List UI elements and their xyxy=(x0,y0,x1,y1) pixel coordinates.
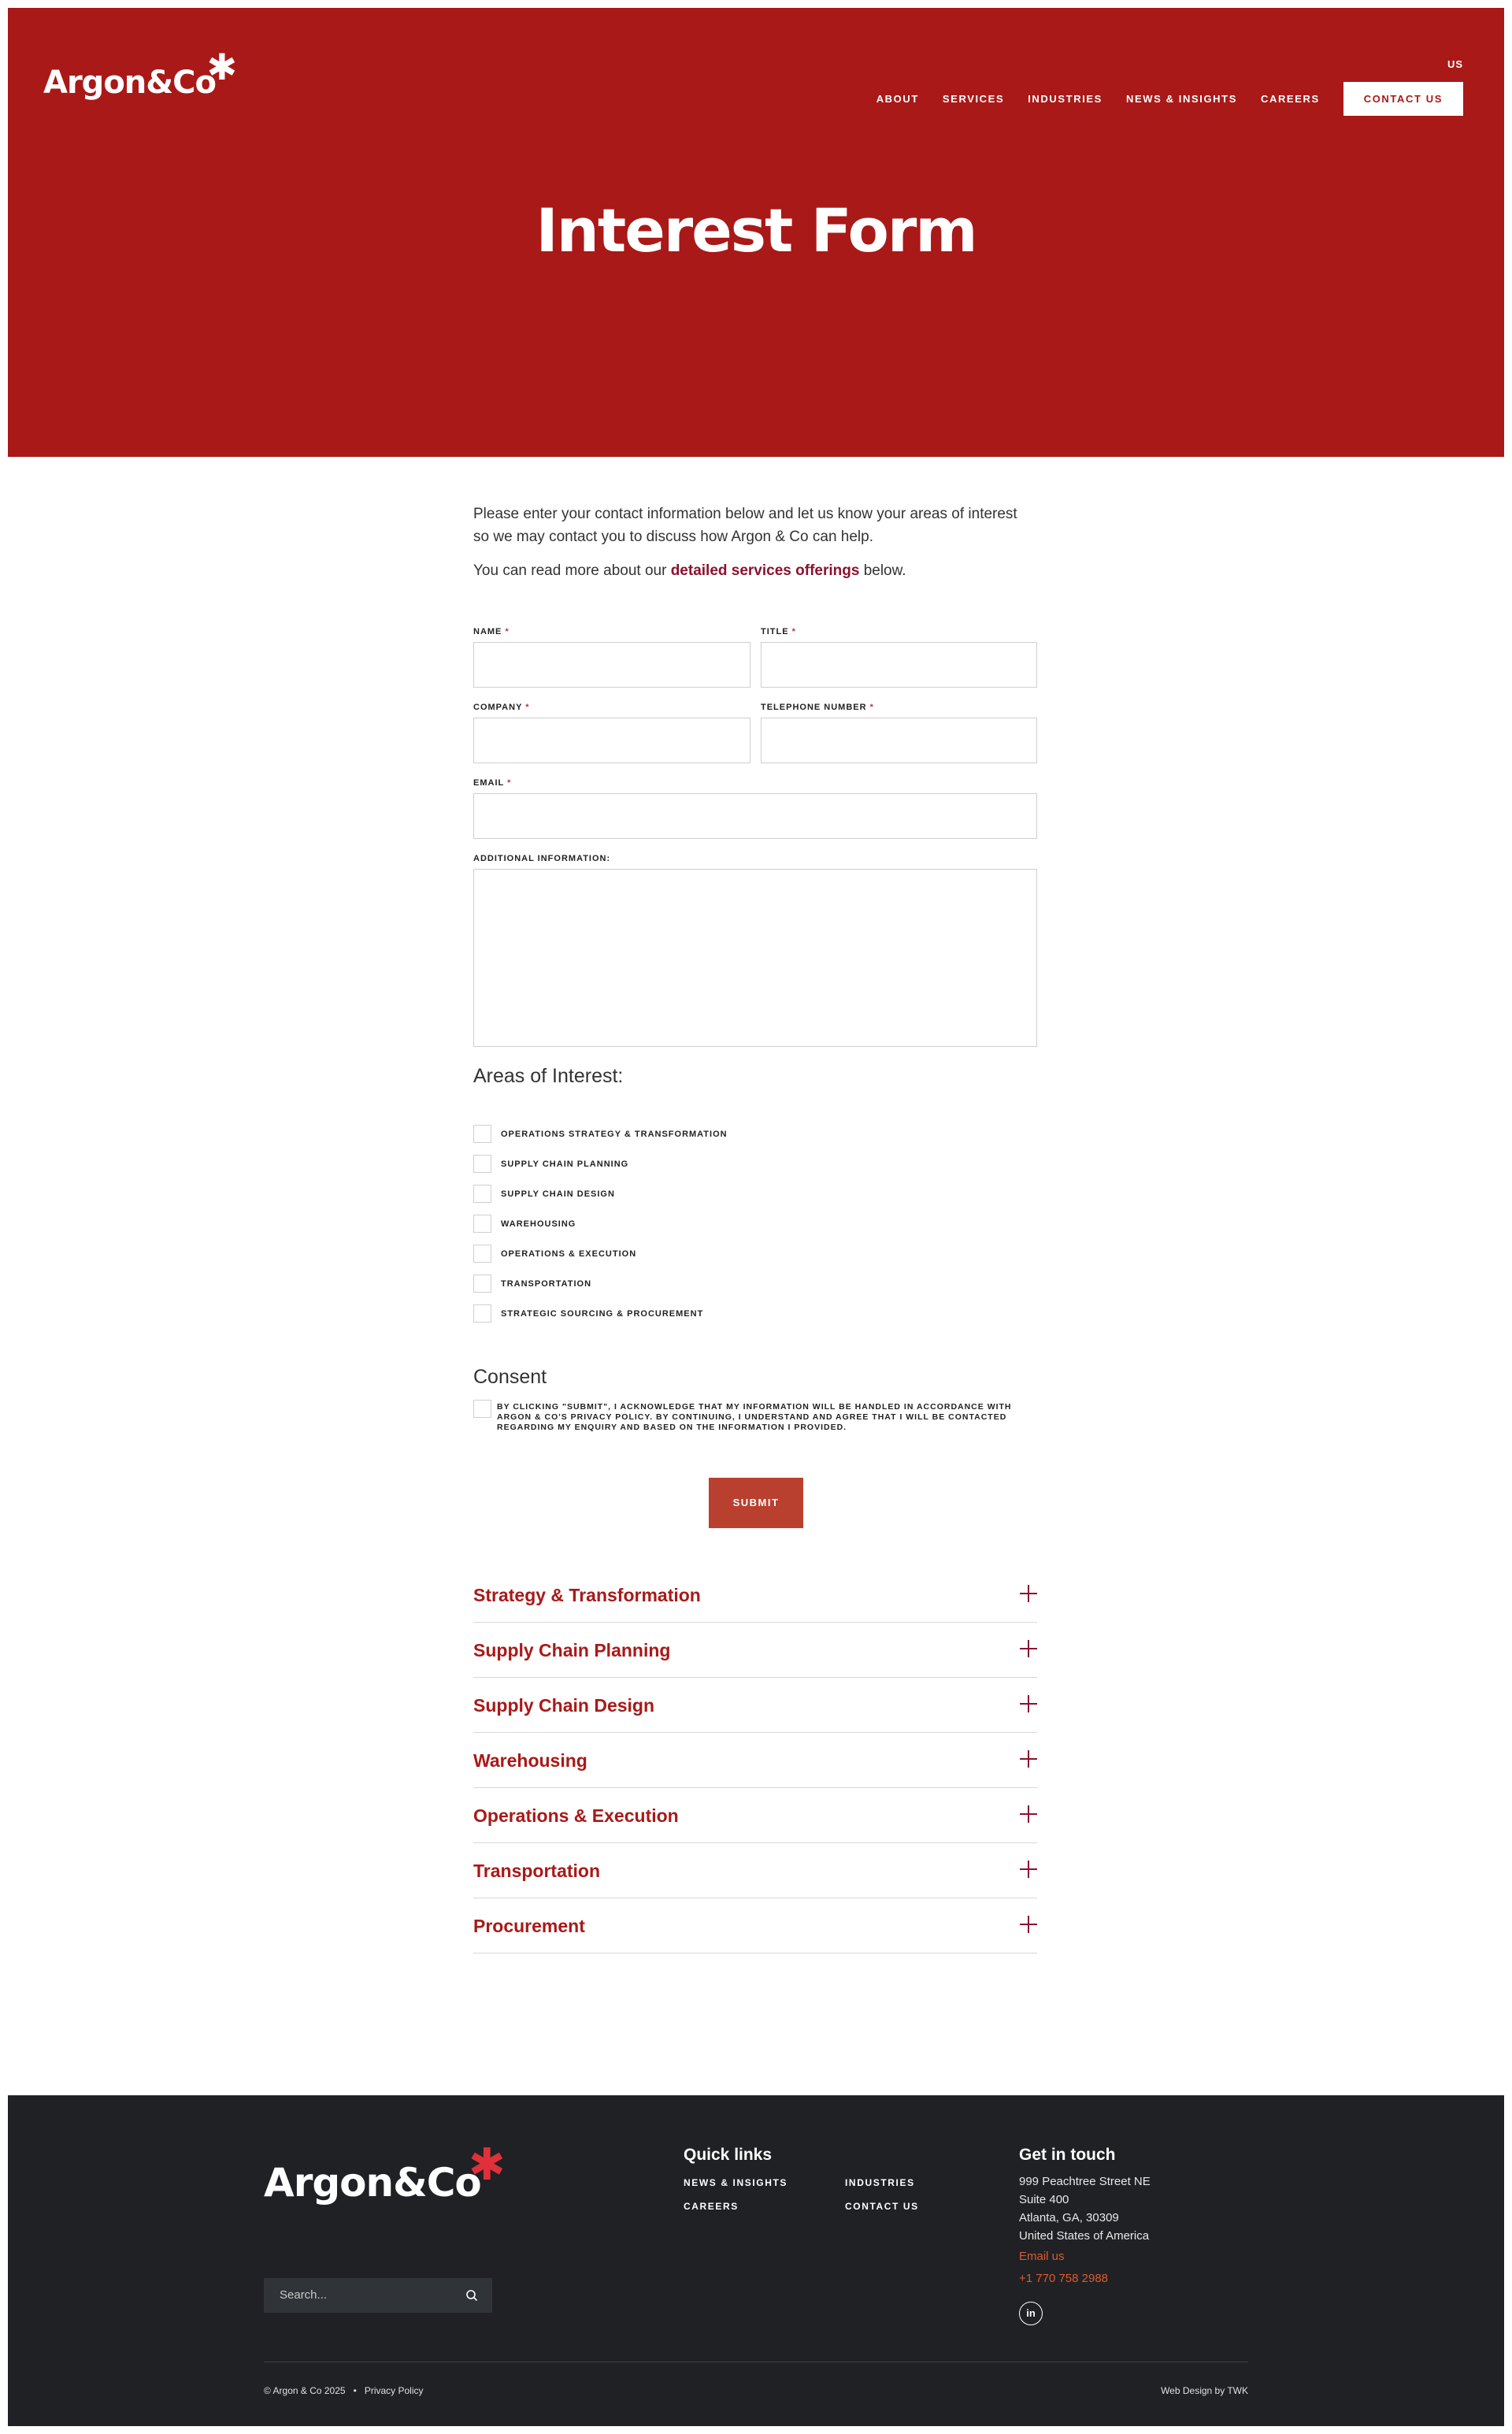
telephone-label-text: TELEPHONE NUMBER xyxy=(761,703,867,712)
required-mark: * xyxy=(505,627,510,636)
phone-link[interactable]: +1 770 758 2988 xyxy=(1019,2272,1109,2285)
accordion-label[interactable]: Strategy & Transformation xyxy=(473,1585,701,1605)
privacy-policy-link[interactable]: Privacy Policy xyxy=(364,2385,424,2396)
footer-logo-text[interactable]: Argon&Co xyxy=(264,2160,481,2206)
checkbox[interactable] xyxy=(473,1155,491,1173)
telephone-input[interactable] xyxy=(761,718,1037,763)
company-label-text: COMPANY xyxy=(473,703,523,712)
area-checkbox-row[interactable] xyxy=(473,1245,636,1263)
email-input[interactable] xyxy=(473,793,1037,839)
area-checkbox-row[interactable] xyxy=(473,1215,576,1233)
services-offerings-link[interactable]: detailed services offerings xyxy=(670,562,860,579)
nav-item-about[interactable]: ABOUT xyxy=(876,93,919,105)
footer xyxy=(8,2095,1504,2426)
checkbox-label: SUPPLY CHAIN PLANNING xyxy=(501,1159,629,1169)
accordion-label[interactable]: Supply Chain Planning xyxy=(473,1640,671,1660)
hero-banner xyxy=(8,8,1504,457)
checkbox[interactable] xyxy=(473,1185,491,1203)
address-line: 999 Peachtree Street NE xyxy=(1019,2175,1151,2188)
address-line: United States of America xyxy=(1019,2229,1150,2243)
accordion-item[interactable] xyxy=(473,1843,1037,1898)
accordion-item[interactable] xyxy=(473,1733,1037,1788)
area-checkbox-row[interactable] xyxy=(473,1275,591,1293)
read-more-prefix: You can read more about our xyxy=(473,562,671,579)
telephone-label xyxy=(761,703,874,712)
copyright-text: © Argon & Co 2025 xyxy=(264,2385,346,2396)
checkbox[interactable] xyxy=(473,1245,491,1263)
nav-item-services[interactable]: SERVICES xyxy=(942,93,1005,105)
name-label xyxy=(473,627,510,636)
title-label-text: TITLE xyxy=(761,627,789,636)
checkbox[interactable] xyxy=(473,1304,491,1323)
address xyxy=(1019,2172,1151,2245)
plus-icon[interactable] xyxy=(1020,1805,1037,1823)
name-label-text: NAME xyxy=(473,627,502,636)
separator: • xyxy=(353,2385,357,2396)
consent-title: Consent xyxy=(473,1366,547,1388)
linkedin-icon[interactable]: in xyxy=(1019,2302,1043,2325)
email-label xyxy=(473,778,511,788)
checkbox-label: OPERATIONS & EXECUTION xyxy=(501,1249,637,1259)
accordion-item[interactable] xyxy=(473,1898,1037,1954)
accordion-label[interactable]: Transportation xyxy=(473,1861,601,1881)
required-mark: * xyxy=(507,778,512,788)
footer-link-news-insights[interactable]: NEWS & INSIGHTS xyxy=(684,2177,788,2188)
region-selector[interactable]: US xyxy=(1447,58,1463,70)
area-checkbox-row[interactable] xyxy=(473,1304,703,1323)
checkbox-label: WAREHOUSING xyxy=(501,1219,576,1229)
plus-icon[interactable] xyxy=(1020,1640,1037,1657)
read-more-paragraph xyxy=(473,559,1037,582)
search-field[interactable] xyxy=(264,2278,492,2313)
get-in-touch-title: Get in touch xyxy=(1019,2146,1116,2164)
checkbox-label: OPERATIONS STRATEGY & TRANSFORMATION xyxy=(501,1129,728,1139)
checkbox[interactable] xyxy=(473,1125,491,1143)
accordion-label[interactable]: Operations & Execution xyxy=(473,1805,679,1826)
additional-info-label: ADDITIONAL INFORMATION: xyxy=(473,854,611,863)
accordion-label[interactable]: Supply Chain Design xyxy=(473,1695,655,1716)
contact-us-button[interactable]: CONTACT US xyxy=(1343,82,1463,116)
area-checkbox-row[interactable] xyxy=(473,1125,728,1143)
consent-text: BY CLICKING "SUBMIT", I ACKNOWLEDGE THAT MY INFORMATION WILL BE HANDLED IN ACCORDANCE WITH ARGON & CO'S PRIVACY POLICY. BY CONTINUING, I UNDERSTAND AND AGREE THAT I WILL BE CONTACTED REGARDING MY ENQUIRY AND BASED ON THE INFORMATION I PROVIDED. xyxy=(497,1402,1012,1432)
logo-text[interactable]: Argon&Co xyxy=(43,65,216,101)
web-design-credit[interactable]: Web Design by TWK xyxy=(1161,2385,1248,2396)
asterisk-icon: ✱ xyxy=(468,2139,505,2191)
email-label-text: EMAIL xyxy=(473,778,505,788)
asterisk-icon: ✱ xyxy=(206,46,236,88)
email-link[interactable]: Email us xyxy=(1019,2250,1065,2263)
checkbox-label: TRANSPORTATION xyxy=(501,1278,592,1289)
area-checkbox-row[interactable] xyxy=(473,1155,628,1173)
accordion-item[interactable] xyxy=(473,1568,1037,1623)
checkbox-label: STRATEGIC SOURCING & PROCUREMENT xyxy=(501,1308,704,1319)
area-checkbox-row[interactable] xyxy=(473,1185,615,1203)
page-title: Interest Form xyxy=(536,195,976,265)
intro-paragraph: Please enter your contact information below and let us know your areas of interest so we may contact you to discuss how Argon & Co can help. xyxy=(473,506,1017,545)
checkbox[interactable] xyxy=(473,1215,491,1233)
plus-icon[interactable] xyxy=(1020,1861,1037,1878)
required-mark: * xyxy=(525,703,530,712)
logo[interactable] xyxy=(43,46,236,101)
address-line: Atlanta, GA, 30309 xyxy=(1019,2211,1119,2224)
accordion-label[interactable]: Procurement xyxy=(473,1916,585,1936)
title-input[interactable] xyxy=(761,642,1037,688)
search-placeholder[interactable]: Search... xyxy=(280,2288,328,2302)
copyright xyxy=(264,2385,424,2396)
accordion-label[interactable]: Warehousing xyxy=(473,1750,587,1771)
main-content xyxy=(473,503,1037,582)
accordion-item[interactable] xyxy=(473,1788,1037,1843)
accordion-item[interactable] xyxy=(473,1678,1037,1733)
quick-links-title: Quick links xyxy=(684,2146,773,2164)
required-mark: * xyxy=(869,703,874,712)
title-label xyxy=(761,627,796,636)
nav-item-careers[interactable]: CAREERS xyxy=(1260,93,1320,105)
main-nav xyxy=(876,82,1463,116)
nav-item-industries[interactable]: INDUSTRIES xyxy=(1028,93,1102,105)
accordion-item[interactable] xyxy=(473,1623,1037,1678)
areas-of-interest-title: Areas of Interest: xyxy=(473,1065,624,1087)
consent-checkbox[interactable] xyxy=(473,1400,491,1418)
plus-icon[interactable] xyxy=(1020,1916,1037,1933)
address-line: Suite 400 xyxy=(1019,2193,1069,2206)
company-input[interactable] xyxy=(473,718,750,763)
nav-item-news-insights[interactable]: NEWS & INSIGHTS xyxy=(1125,93,1237,105)
additional-info-textarea[interactable] xyxy=(473,869,1037,1047)
plus-icon[interactable] xyxy=(1020,1695,1037,1712)
search-icon[interactable] xyxy=(465,2289,478,2302)
submit-button[interactable]: SUBMIT xyxy=(709,1478,803,1528)
footer-link-careers[interactable]: CAREERS xyxy=(684,2201,739,2212)
required-mark: * xyxy=(791,627,796,636)
checkbox[interactable] xyxy=(473,1275,491,1293)
read-more-suffix: below. xyxy=(859,562,906,579)
footer-link-industries[interactable]: INDUSTRIES xyxy=(845,2177,915,2188)
checkbox-label: SUPPLY CHAIN DESIGN xyxy=(501,1189,615,1199)
plus-icon[interactable] xyxy=(1020,1750,1037,1768)
footer-link-contact-us[interactable]: CONTACT US xyxy=(845,2201,919,2212)
name-input[interactable] xyxy=(473,642,750,688)
company-label xyxy=(473,703,530,712)
plus-icon[interactable] xyxy=(1020,1585,1037,1602)
footer-logo[interactable] xyxy=(264,2139,505,2206)
